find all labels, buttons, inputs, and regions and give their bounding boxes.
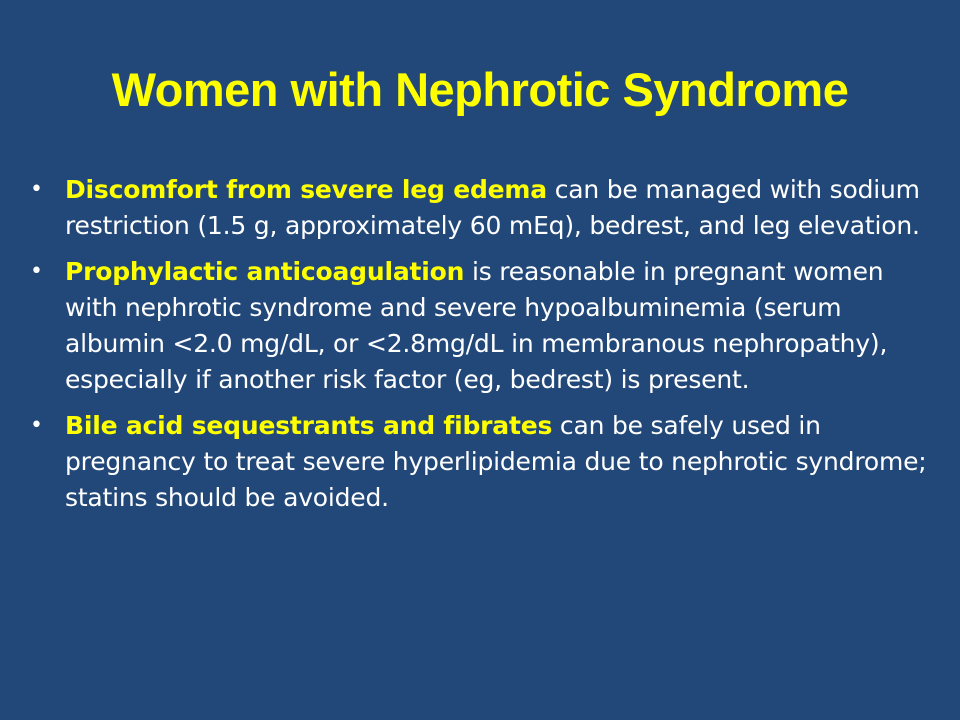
- bullet-text: can be managed with sodium restriction (1.5 g, approximately 60 mEq), bedrest, and leg elevation.: [65, 175, 920, 240]
- bullet-item-leg-edema: [30, 172, 930, 244]
- slide-title: Women with Nephrotic Syndrome: [111, 63, 849, 116]
- bullet-highlight: Discomfort from severe leg edema: [65, 175, 547, 204]
- bullet-dot-icon: •: [30, 259, 43, 284]
- bullet-item-anticoagulation: [30, 254, 930, 398]
- bullet-text: is reasonable in pregnant women with nephrotic syndrome and severe hypoalbuminemia (serum albumin <2.0 mg/dL, or <2.8mg/dL in membranous nephropathy), especially if another risk factor (eg, bedrest) is present.: [65, 257, 888, 394]
- bullet-highlight: Prophylactic anticoagulation: [65, 257, 465, 286]
- bullet-dot-icon: •: [30, 413, 43, 438]
- bullet-dot-icon: •: [30, 177, 43, 202]
- bullet-list: [30, 172, 930, 526]
- bullet-item-bile-acid: [30, 408, 930, 516]
- bullet-text: can be safely used in pregnancy to treat severe hyperlipidemia due to nephrotic syndrome; statins should be avoided.: [65, 411, 927, 512]
- bullet-highlight: Bile acid sequestrants and fibrates: [65, 411, 553, 440]
